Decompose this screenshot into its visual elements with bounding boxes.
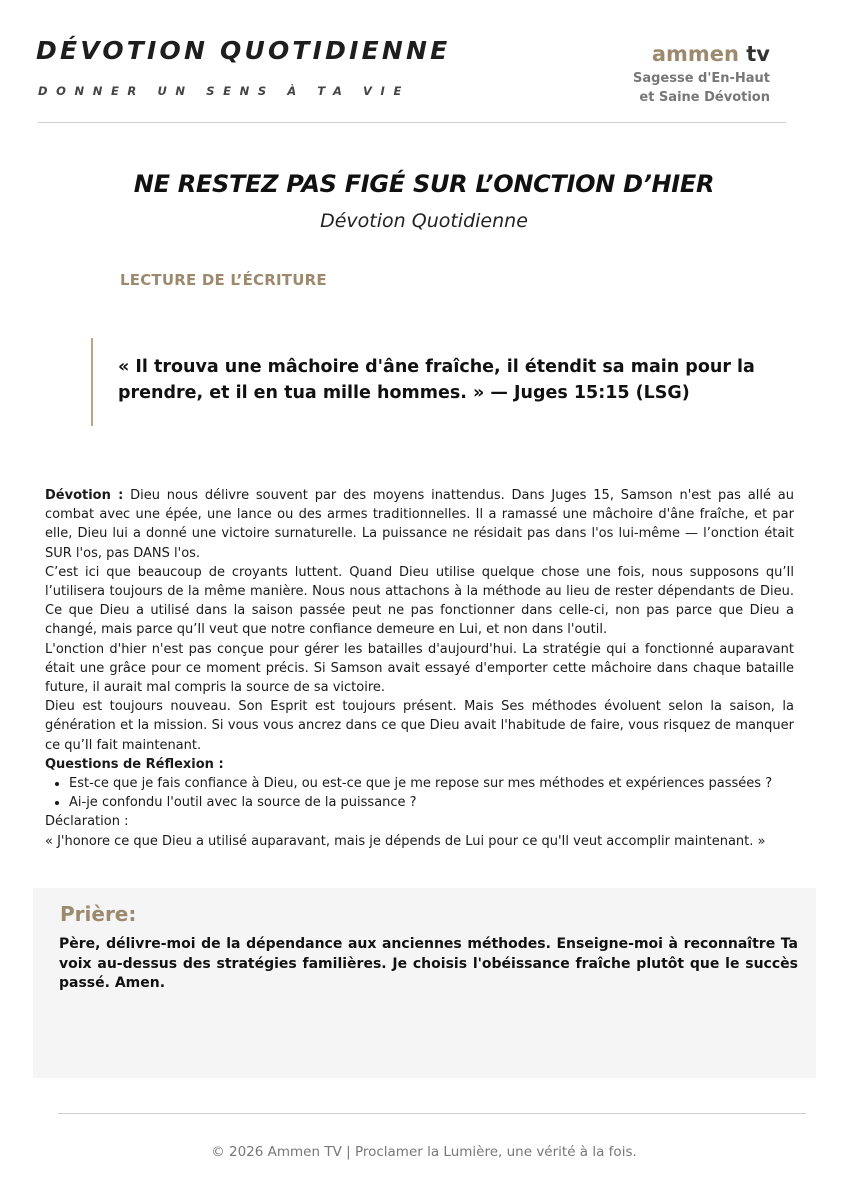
quote-accent-bar — [91, 338, 93, 426]
header-divider — [38, 122, 786, 123]
devotion-label: Dévotion : — [45, 488, 124, 503]
footer-copyright: © 2026 Ammen TV | Proclamer la Lumière, une vérité à la fois. — [211, 1144, 637, 1160]
question-item: • Ai-je confondu l'outil avec la source de la puissance ? — [69, 793, 794, 812]
brand-subtitle: DONNER UN SENS À TA VIE — [38, 84, 410, 98]
devotion-paragraph-4: Dieu est toujours nouveau. Son Esprit est toujours présent. Mais Ses méthodes évoluent selon la saison, la génération et la mission. Si vous vous ancrez dans ce que Dieu avait l'habitude de faire, vous risquez de manquer ce qu’Il fait maintenant. — [45, 699, 794, 753]
footer-divider — [58, 1113, 806, 1114]
prayer-title: Prière: — [60, 902, 137, 926]
prayer-section — [33, 888, 816, 1078]
logo-word-ammen: ammen — [651, 42, 739, 66]
prayer-text: Père, délivre-moi de la dépendance aux anciennes méthodes. Enseigne-moi à reconnaître Ta voix au-dessus des stratégies familières. Je choisis l'obéissance fraîche plutôt que le succès passé. Amen. — [59, 936, 798, 991]
question-item: • Est-ce que je fais confiance à Dieu, ou est-ce que je me repose sur mes méthodes et expériences passées ? — [69, 774, 794, 793]
devotion-paragraph-1 — [45, 486, 794, 563]
logo-wordmark — [633, 42, 770, 66]
tagline-line-1: Sagesse d'En-Haut — [632, 71, 770, 86]
section-label-scripture: LECTURE DE L’ÉCRITURE — [120, 271, 327, 289]
questions-label-text: Questions de Réflexion : — [45, 756, 224, 772]
logo-word-tv: tv — [746, 42, 770, 66]
declaration-text: « J'honore ce que Dieu a utilisé auparavant, mais je dépends de Lui pour ce qu'Il veut accomplir maintenant. » — [45, 833, 766, 849]
logo-tagline — [633, 69, 770, 107]
article-title: NE RESTEZ PAS FIGÉ SUR L’ONCTION D’HIER — [133, 170, 715, 198]
devotion-paragraph-1-text: Dieu nous délivre souvent par des moyens inattendus. Dans Juges 15, Samson n'est pas allé au combat avec une épée, une lance ou des armes traditionnelles. Il a ramassé une mâchoire d'âne fraîche, et par elle, Dieu lui a donné une victoire surnaturelle. La puissance ne résidait pas dans l'os lui-même — l’onction était SUR l'os, pas DANS l'os. — [45, 488, 794, 561]
devotion-paragraph-3: L'onction d'hier n'est pas conçue pour gérer les batailles d'aujourd'hui. La stratégie qui a fonctionné auparavant était une grâce pour ce moment précis. Si Samson avait essayé d'emporter cette mâchoire dans chaque bataille future, il aurait mal compris la source de sa victoire. — [45, 641, 794, 696]
ammen-tv-logo — [633, 42, 770, 107]
questions-label — [45, 755, 794, 774]
declaration-label: Déclaration : — [45, 814, 129, 830]
tagline-line-2: et Saine Dévotion — [639, 90, 770, 105]
article-subtitle: Dévotion Quotidienne — [320, 210, 528, 232]
devotion-body — [45, 486, 794, 851]
devotion-paragraph-2: C’est ici que beaucoup de croyants luttent. Quand Dieu utilise quelque chose une fois, nous supposons qu’Il l’utilisera toujours de la même manière. Nous nous attachons à la méthode au lieu de rester dépendants de Dieu. Ce que Dieu a utilisé dans la saison passée peut ne pas fonctionner dans celle-ci, non pas parce que Dieu a changé, mais parce qu’Il veut que notre confiance demeure en Lui, et non dans l'outil. — [45, 564, 794, 638]
brand-title: DÉVOTION QUOTIDIENNE — [36, 36, 451, 65]
questions-list — [45, 774, 794, 812]
scripture-quote: « Il trouva une mâchoire d'âne fraîche, il étendit sa main pour la prendre, et il en tua mille hommes. » — Juges 15:15 (LSG) — [118, 357, 755, 403]
